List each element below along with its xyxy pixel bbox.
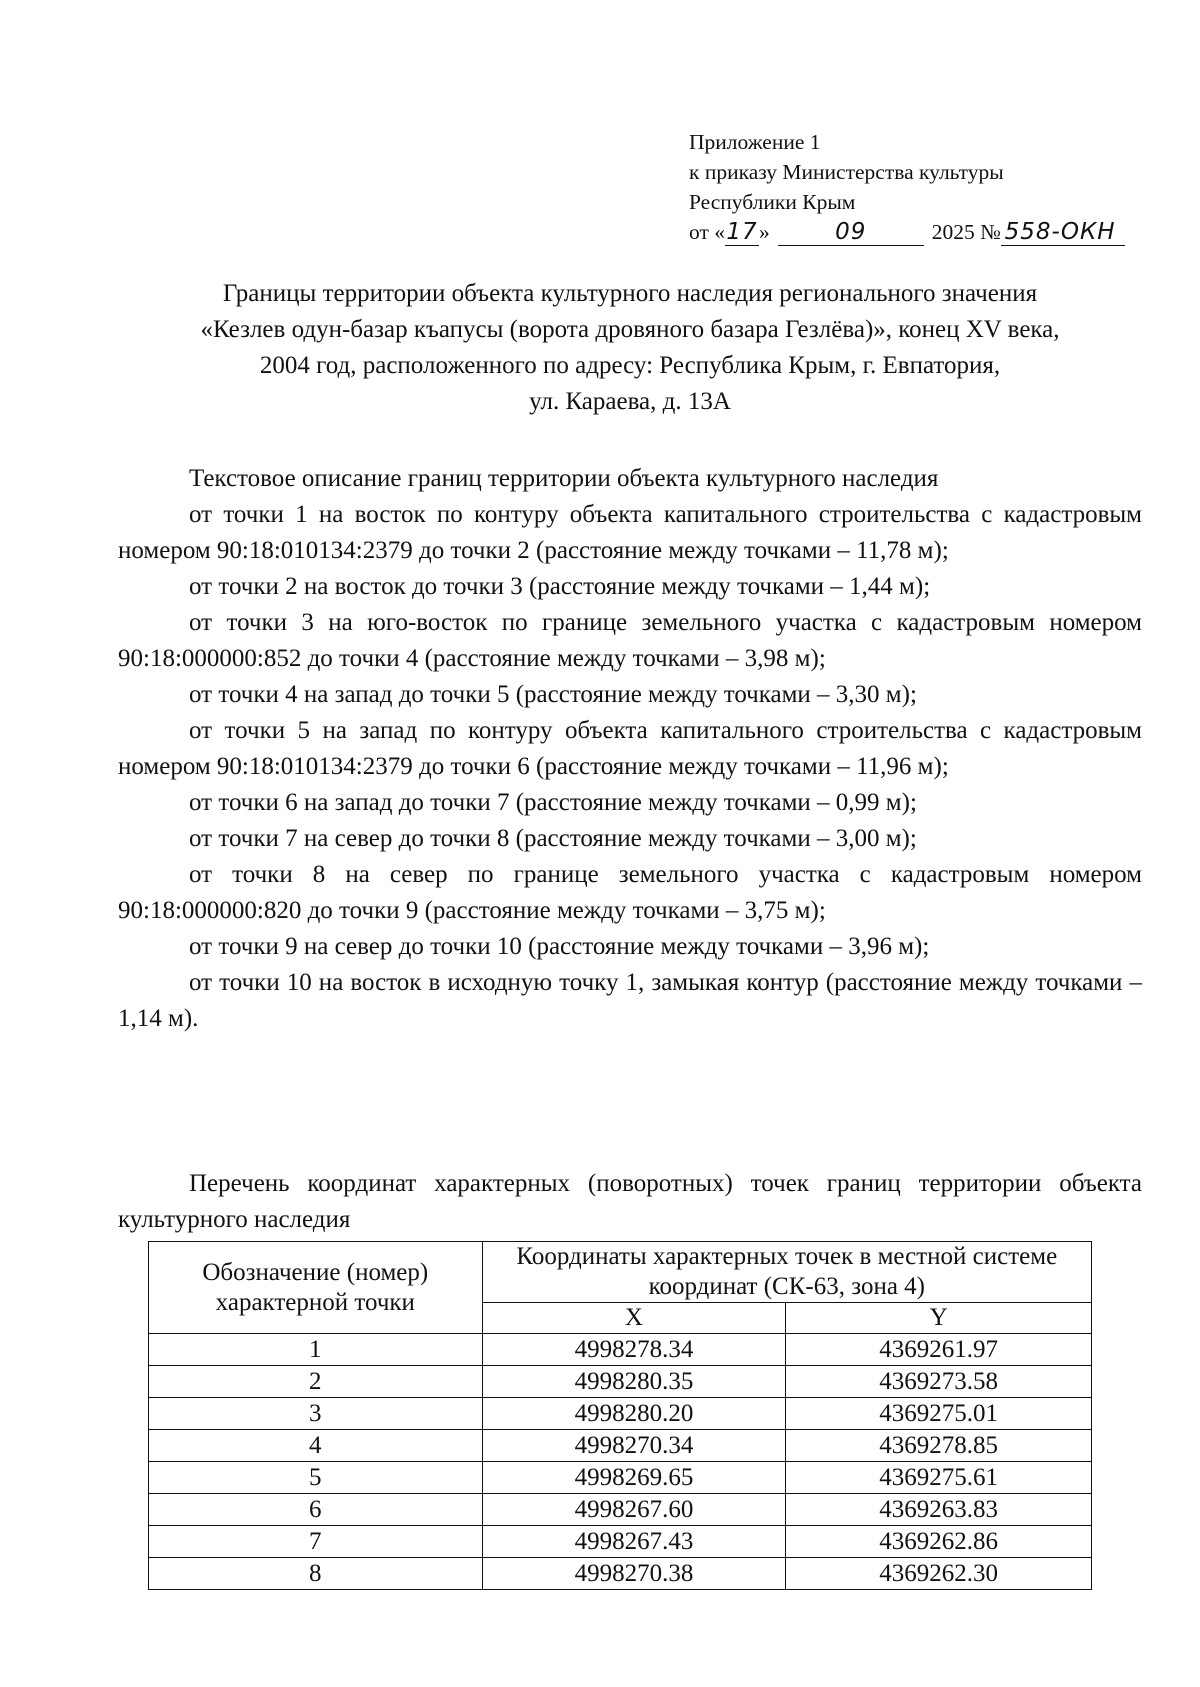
- order-day: 17: [726, 219, 758, 245]
- cell-point: 5: [149, 1462, 483, 1494]
- order-year: 2025 №: [931, 220, 1001, 244]
- cell-x: 4998270.34: [482, 1430, 786, 1462]
- cell-point: 2: [149, 1366, 483, 1398]
- cell-y: 4369278.85: [786, 1430, 1092, 1462]
- table-row: [149, 1462, 1092, 1494]
- title-line-1: Границы территории объекта культурного наследия регионального значения: [222, 280, 1038, 307]
- cell-x: 4998270.38: [482, 1558, 786, 1590]
- cell-point: 8: [149, 1558, 483, 1590]
- cell-y: 4369273.58: [786, 1366, 1092, 1398]
- table-header-row: [149, 1242, 1092, 1303]
- description-paragraph: от точки 3 на юго-восток по границе земельного участка с кадастровым номером 90:18:000000:852 до точки 4 (расстояние между точками – 3,98 м);: [118, 609, 1142, 672]
- header-y: Y: [786, 1303, 1092, 1334]
- appendix-republic: Республики Крым: [689, 190, 856, 214]
- cell-x: 4998269.65: [482, 1462, 786, 1494]
- header-x: X: [482, 1303, 786, 1334]
- coordinates-table: [148, 1241, 1092, 1590]
- date-prefix: от «: [689, 220, 725, 244]
- date-close-quote: »: [759, 220, 770, 244]
- description-paragraph: от точки 10 на восток в исходную точку 1, замыкая контур (расстояние между точками – 1,14 м).: [118, 969, 1142, 1032]
- description-paragraph: от точки 4 на запад до точки 5 (расстояние между точками – 3,30 м);: [189, 681, 917, 708]
- coordinates-heading: Перечень координат характерных (поворотных) точек границ территории объекта культурного наследия: [118, 1170, 1142, 1233]
- table-row: [149, 1430, 1092, 1462]
- description-paragraph: от точки 2 на восток до точки 3 (расстояние между точками – 1,44 м);: [189, 573, 931, 600]
- description-paragraph: от точки 7 на север до точки 8 (расстояние между точками – 3,00 м);: [189, 825, 917, 852]
- description-paragraph: от точки 9 на север до точки 10 (расстояние между точками – 3,96 м);: [189, 933, 930, 960]
- order-number: 558-ОКН: [1001, 219, 1125, 246]
- title-line-2: «Кезлев одун-базар къапусы (ворота дровяного базара Гезлёва)», конец XV века,: [200, 316, 1060, 343]
- cell-point: 7: [149, 1526, 483, 1558]
- title-line-3: 2004 год, расположенного по адресу: Республика Крым, г. Евпатория,: [259, 352, 1001, 379]
- description-paragraph: от точки 1 на восток по контуру объекта капитального строительства с кадастровым номером 90:18:010134:2379 до точки 2 (расстояние между точками – 11,78 м);: [118, 501, 1142, 564]
- cell-x: 4998280.20: [482, 1398, 786, 1430]
- cell-point: 3: [149, 1398, 483, 1430]
- appendix-order-ref: к приказу Министерства культуры: [689, 160, 1004, 184]
- cell-x: 4998267.60: [482, 1494, 786, 1526]
- cell-x: 4998278.34: [482, 1334, 786, 1366]
- header-coordinates: Координаты характерных точек в местной системе координат (СК-63, зона 4): [482, 1242, 1091, 1303]
- appendix-header: [689, 127, 1125, 247]
- title-line-4: ул. Караева, д. 13А: [529, 388, 731, 415]
- cell-y: 4369262.30: [786, 1558, 1092, 1590]
- cell-point: 1: [149, 1334, 483, 1366]
- description-paragraph: от точки 8 на север по границе земельного участка с кадастровым номером 90:18:000000:820 до точки 9 (расстояние между точками – 3,75 м);: [118, 861, 1142, 924]
- cell-point: 4: [149, 1430, 483, 1462]
- cell-y: 4369275.61: [786, 1462, 1092, 1494]
- cell-x: 4998267.43: [482, 1526, 786, 1558]
- table-row: [149, 1398, 1092, 1430]
- cell-y: 4369263.83: [786, 1494, 1092, 1526]
- border-description: [118, 461, 1142, 1037]
- table-row: [149, 1494, 1092, 1526]
- table-row: [149, 1526, 1092, 1558]
- cell-point: 6: [149, 1494, 483, 1526]
- header-point-number: Обозначение (номер) характерной точки: [149, 1242, 483, 1334]
- order-month: 09: [778, 219, 924, 246]
- document-title: [110, 276, 1150, 420]
- table-row: [149, 1334, 1092, 1366]
- description-paragraph: от точки 6 на запад до точки 7 (расстояние между точками – 0,99 м);: [189, 789, 917, 816]
- cell-x: 4998280.35: [482, 1366, 786, 1398]
- cell-y: 4369262.86: [786, 1526, 1092, 1558]
- table-row: [149, 1558, 1092, 1590]
- description-heading: Текстовое описание границ территории объекта культурного наследия: [189, 465, 939, 492]
- order-date-line: [689, 217, 1125, 247]
- description-paragraph: от точки 5 на запад по контуру объекта капитального строительства с кадастровым номером 90:18:010134:2379 до точки 6 (расстояние между точками – 11,96 м);: [118, 717, 1142, 780]
- table-row: [149, 1366, 1092, 1398]
- appendix-label: Приложение 1: [689, 130, 821, 154]
- cell-y: 4369261.97: [786, 1334, 1092, 1366]
- cell-y: 4369275.01: [786, 1398, 1092, 1430]
